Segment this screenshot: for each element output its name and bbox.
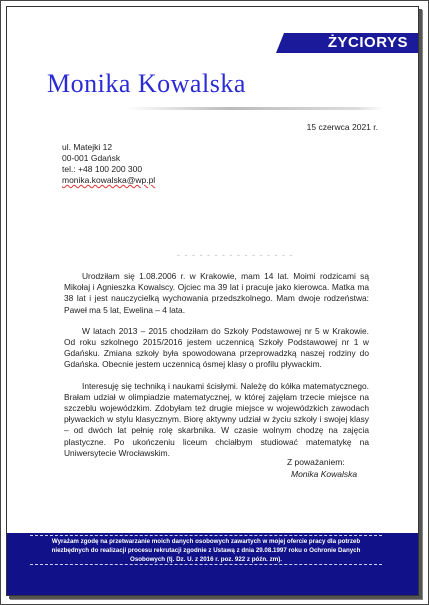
address-phone: tel.: +48 100 200 300 — [62, 164, 143, 174]
address-block — [62, 142, 155, 186]
address-email[interactable]: monika.kowalska@wp.pl — [62, 175, 156, 185]
name-underline — [127, 107, 383, 110]
closing-greeting: Z poważaniem: — [287, 457, 345, 467]
address-city: 00-001 Gdańsk — [62, 153, 121, 163]
document-page — [6, 6, 419, 596]
document-date: 15 czerwca 2021 r. — [306, 122, 378, 132]
address-street: ul. Matejki 12 — [62, 142, 113, 152]
cv-body — [64, 271, 369, 469]
signature: Monika Kowalska — [291, 468, 358, 479]
section-divider: - - - - - - - - - - - - - - - - — [177, 250, 294, 260]
footer-divider-top — [30, 535, 382, 536]
closing-block — [287, 457, 357, 480]
document-title: ŻYCIORYS — [327, 34, 408, 51]
paragraph-family: Urodziłam się 1.08.2006 r. w Krakowie, mam 14 lat. Moimi rodzicami są Mikołaj i Agnieszka Kowalscy. Ojciec ma 39 lat i pracuje jako kierowca. Matka ma 38 lat i jest nauczycielką wychowania przedszkolnego. Mam dwoje rodzeństwa: Paweł ma 5 lat, Ewelina – 4 lata. — [64, 271, 369, 315]
paragraph-education: W latach 2013 – 2015 chodziłam do Szkoły Podstawowej nr 5 w Krakowie. Od roku szkolnego 2015/2016 jestem uczennicą Szkoły Podstawowej nr 1 w Gdańsku. Zmiana szkoły była spowodowana przeprowadzką naszej rodziny do Gdańska. Obecnie jestem uczennicą ósmej klasy o profilu pływackim. — [64, 325, 369, 370]
footer-divider-bottom — [30, 564, 382, 565]
person-name: Monika Kowalska — [47, 69, 246, 98]
consent-clause: Wyrażam zgodę na przetwarzanie moich danych osobowych zawartych w mojej ofercie pracy dla potrzeb niezbędnych do realizacji procesu rekrutacji zgodnie z Ustawą z dnia 29.08.1997 roku o Ochronie Danych Osobowych (tj. Dz. U. z 2016 r. poz. 922 z późn. zm). — [51, 538, 361, 563]
paragraph-interests: Interesuję się techniką i naukami ścisłymi. Należę do kółka matematycznego. Brałam udział w olimpiadzie matematycznej, w której zajęłam trzecie miejsce na szczeblu wojewódzkim. Zdobyłam też drugie miejsce w wojewódzkich zawodach pływackich w stylu klasycznym. Biorę aktywny udział w życiu szkoły i swojej klasy – od dwóch lat pełnię rolę skarbnika. W czasie wolnym chodzę na zajęcia plastyczne. Po ukończeniu liceum chciałbym studiować matematykę na Uniwersytecie Wrocławskim. — [64, 380, 369, 458]
